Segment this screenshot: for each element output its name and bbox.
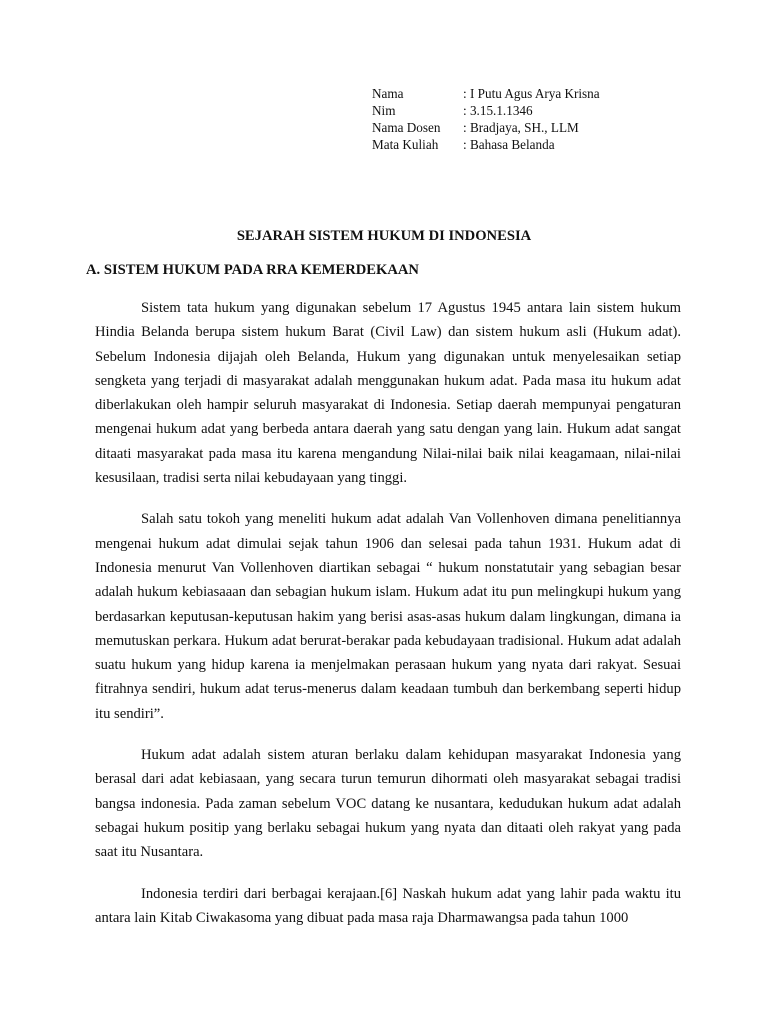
- info-row-nim: [372, 102, 600, 119]
- document-title: SEJARAH SISTEM HUKUM DI INDONESIA: [236, 228, 532, 244]
- info-label: Nama Dosen: [372, 120, 441, 135]
- section-heading: A. SISTEM HUKUM PADA RRA KEMERDEKAAN: [86, 262, 419, 278]
- info-row-nama: [372, 85, 600, 102]
- info-value: : I Putu Agus Arya Krisna: [463, 86, 600, 101]
- document-body: [95, 296, 681, 947]
- info-label: Nim: [372, 103, 396, 118]
- info-value: : 3.15.1.1346: [463, 103, 533, 118]
- info-value: : Bradjaya, SH., LLM: [463, 120, 579, 135]
- paragraph-2: Salah satu tokoh yang meneliti hukum adat adalah Van Vollenhoven dimana penelitiannya mengenai hukum adat dimulai sejak tahun 1906 dan selesai pada tahun 1931. Hukum adat di Indonesia menurut Van Vollenhoven diartikan sebagai “ hukum nonstatutair yang sebagian besar adalah hukum kebiasaaan dan sebagian hukum islam. Hukum adat itu pun melingkupi hukum yang berdasarkan keputusan-keputusan hakim yang berisi asas-asas hukum dalam lingkungan, dimana ia memutuskan perkara. Hukum adat berurat-berakar pada kebudayaan tradisional. Hukum adat adalah suatu hukum yang hidup karena ia menjelmakan perasaan hukum yang nyata dari rakyat. Sesuai fitrahnya sendiri, hukum adat terus-menerus dalam keadaan tumbuh dan berkembang seperti hidup itu sendiri”.: [95, 511, 681, 722]
- info-label: Mata Kuliah: [372, 137, 439, 152]
- info-label: Nama: [372, 86, 404, 101]
- info-row-nama-dosen: [372, 119, 600, 136]
- paragraph-4: Indonesia terdiri dari berbagai kerajaan.[6] Naskah hukum adat yang lahir pada waktu itu antara lain Kitab Ciwakasoma yang dibuat pada masa raja Dharmawangsa pada tahun 1000: [95, 885, 681, 926]
- paragraph-3: Hukum adat adalah sistem aturan berlaku dalam kehidupan masyarakat Indonesia yang berasal dari adat kebiasaan, yang secara turun temurun dihormati oleh masyarakat sebagai tradisi bangsa indonesia. Pada zaman sebelum VOC datang ke nusantara, kedudukan hukum adat adalah sebagai hukum positip yang berlaku sebagai hukum yang nyata dan ditaati oleh rakyat yang pada saat itu Nusantara.: [95, 747, 681, 861]
- student-info-block: [372, 85, 600, 153]
- paragraph-1: Sistem tata hukum yang digunakan sebelum 17 Agustus 1945 antara lain sistem hukum Hindia Belanda berupa sistem hukum Barat (Civil Law) dan sistem hukum asli (Hukum adat). Sebelum Indonesia dijajah oleh Belanda, Hukum yang digunakan untuk menyelesaikan setiap sengketa yang terjadi di masyarakat adalah menggunakan hukum adat. Pada masa itu hukum adat diberlakukan oleh hampir seluruh masyarakat di Indonesia. Setiap daerah mempunyai pengaturan mengenai hukum adat yang berbeda antara daerah yang satu dengan yang lain. Hukum adat sangat ditaati masyarakat pada masa itu karena mengandung Nilai-nilai baik nilai keagamaan, nilai-nilai kesusilaan, tradisi serta nilai kebudayaan yang tinggi.: [95, 300, 681, 487]
- info-value: : Bahasa Belanda: [463, 137, 555, 152]
- info-row-mata-kuliah: [372, 136, 600, 153]
